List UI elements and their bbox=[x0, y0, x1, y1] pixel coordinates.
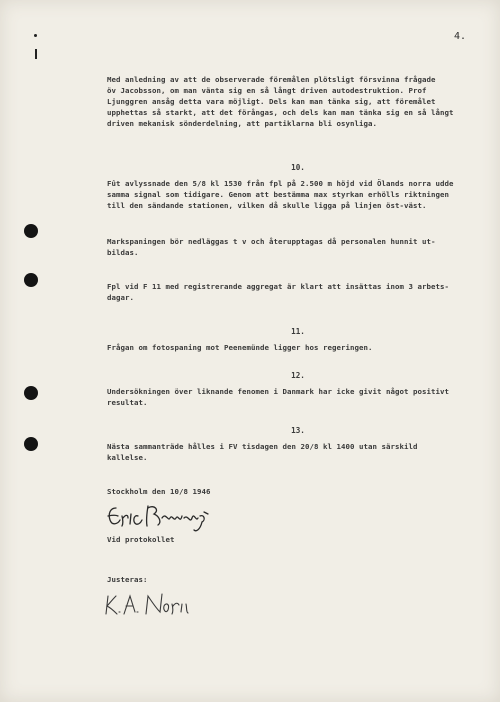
punch-hole bbox=[24, 273, 38, 287]
section-paragraph bbox=[107, 441, 467, 463]
text-line: Markspaningen bör nedläggas t v och återupptagas då personalen hunnit ut- bbox=[107, 237, 436, 246]
section-paragraph bbox=[107, 386, 467, 408]
punch-hole bbox=[24, 437, 38, 451]
text-line: driven mekanisk sönderdelning, att partiklarna bli osynliga. bbox=[107, 119, 377, 128]
justeras-label: Justeras: bbox=[107, 575, 148, 584]
section-number: 13. bbox=[291, 426, 305, 435]
text-line: till den sändande stationen, vilken då skulle ligga på linjen öst-väst. bbox=[107, 201, 427, 210]
handwritten-signature-2 bbox=[102, 590, 192, 618]
text-line: Undersökningen över liknande fenomen i Danmark har icke givit något positivt bbox=[107, 387, 449, 396]
margin-dot-mark bbox=[34, 34, 37, 37]
punch-hole bbox=[24, 224, 38, 238]
text-line: Nästa sammanträde hålles i FV tisdagen den 20/8 kl 1400 utan särskild bbox=[107, 442, 418, 451]
page-number: 4. bbox=[454, 31, 467, 42]
section-number: 10. bbox=[291, 163, 305, 172]
intro-paragraph bbox=[107, 74, 467, 129]
section-number: 11. bbox=[291, 327, 305, 336]
punch-hole bbox=[24, 386, 38, 400]
protocol-label: Vid protokollet bbox=[107, 535, 175, 544]
text-line: Fpl vid F 11 med registrerande aggregat är klart att insättas inom 3 arbets- bbox=[107, 282, 449, 291]
text-line: samma signal som tidigare. Genom att bestämma max styrkan erhölls riktningen bbox=[107, 190, 449, 199]
text-line: upphettas så starkt, att det förångas, och dels kan man tänka sig en så långt bbox=[107, 108, 454, 117]
place-date: Stockholm den 10/8 1946 bbox=[107, 487, 211, 496]
text-line: bildas. bbox=[107, 248, 139, 257]
handwritten-signature-1 bbox=[104, 500, 214, 534]
section-number: 12. bbox=[291, 371, 305, 380]
section-paragraph bbox=[107, 342, 467, 353]
margin-tick-mark bbox=[35, 49, 37, 59]
section-paragraph bbox=[107, 178, 467, 211]
text-line: Med anledning av att de observerade föremålen plötsligt försvinna frågade bbox=[107, 75, 436, 84]
text-line: resultat. bbox=[107, 398, 148, 407]
text-line: Frågan om fotospaning mot Peenemünde ligger hos regeringen. bbox=[107, 343, 373, 352]
text-line: Fût avlyssnade den 5/8 kl 1530 från fpl på 2.500 m höjd vid Ölands norra udde bbox=[107, 179, 454, 188]
section-paragraph bbox=[107, 236, 467, 258]
text-line: öv Jacobsson, om man vänta sig en så långt driven autodestruktion. Prof bbox=[107, 86, 427, 95]
section-paragraph bbox=[107, 281, 467, 303]
text-line: kallelse. bbox=[107, 453, 148, 462]
text-line: Ljunggren ansåg detta vara möjligt. Dels kan man tänka sig, att föremålet bbox=[107, 97, 436, 106]
text-line: dagar. bbox=[107, 293, 134, 302]
